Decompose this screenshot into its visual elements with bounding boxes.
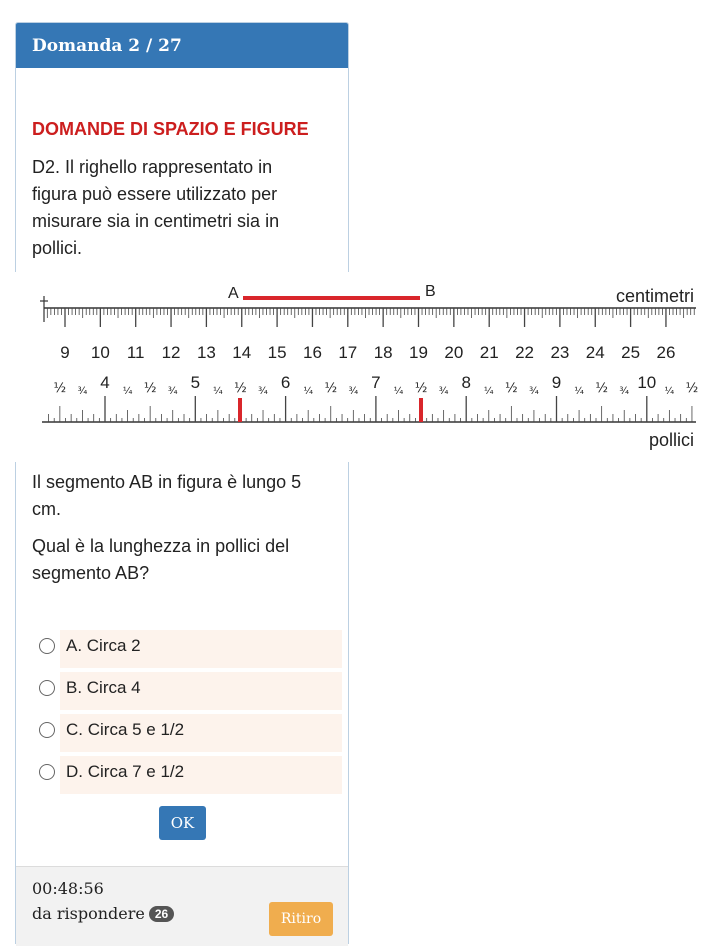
option-c-label: C. Circa 5 e 1/2 xyxy=(66,720,185,739)
fraction-label: ¾ xyxy=(167,386,178,397)
option-b-label: B. Circa 4 xyxy=(66,678,141,697)
segment-statement: Il segmento AB in figura è lungo 5 cm. xyxy=(32,472,302,519)
option-c[interactable] xyxy=(32,714,342,752)
fraction-label: ½ xyxy=(414,381,428,396)
fraction-label: ¼ xyxy=(213,386,223,397)
fraction-label: ¼ xyxy=(664,386,675,397)
fraction-label: ½ xyxy=(595,381,608,396)
fraction-label: ½ xyxy=(505,381,518,396)
cm-number: 22 xyxy=(515,343,535,362)
inches-label: pollici xyxy=(648,430,694,450)
cm-number: 21 xyxy=(479,343,499,362)
option-a-label: A. Circa 2 xyxy=(66,636,141,655)
fraction-label: ¾ xyxy=(348,386,359,397)
pending-count-badge: 26 xyxy=(149,906,174,922)
fraction-label: ¾ xyxy=(438,386,449,397)
centimeters-label: centimetri xyxy=(615,286,694,306)
pending-status xyxy=(32,904,174,923)
withdraw-button[interactable]: Ritiro xyxy=(269,902,333,936)
cm-number: 19 xyxy=(409,343,428,362)
radio-button-c[interactable] xyxy=(39,722,55,738)
radio-button-a[interactable] xyxy=(39,638,55,654)
point-a-label: A xyxy=(228,285,239,302)
fraction-label: ¼ xyxy=(483,386,494,397)
quiz-footer xyxy=(16,866,348,946)
question-prompt: Qual è la lunghezza in pollici del segmento AB? xyxy=(32,536,290,583)
pending-label: da rispondere xyxy=(32,904,145,923)
ruler-figure xyxy=(0,272,720,462)
fraction-label: ½ xyxy=(234,381,247,396)
cm-number: 26 xyxy=(656,343,676,362)
inch-number: 6 xyxy=(280,373,291,392)
cm-number: 25 xyxy=(621,343,641,362)
cm-number: 24 xyxy=(585,343,605,362)
fraction-label: ½ xyxy=(143,381,157,396)
cm-number: 12 xyxy=(161,343,181,362)
cm-number: 16 xyxy=(302,343,322,362)
cm-number: 14 xyxy=(232,343,252,362)
cm-number: 17 xyxy=(338,343,358,362)
question-intro: D2. Il righello rappresentato in figura può essere utilizzato per misurare sia in centimetri sia in pollici. xyxy=(32,157,280,258)
fraction-label: ¼ xyxy=(122,386,133,397)
inch-number: 8 xyxy=(461,373,471,392)
inch-number: 5 xyxy=(190,373,201,392)
section-title: DOMANDE DI SPAZIO E FIGURE xyxy=(32,119,309,139)
cm-number: 15 xyxy=(267,343,287,362)
fraction-label: ¾ xyxy=(619,386,630,397)
cm-number: 18 xyxy=(373,343,393,362)
fraction-label: ¼ xyxy=(574,386,584,397)
cm-number: 13 xyxy=(196,343,216,362)
inch-number: 4 xyxy=(100,373,110,392)
point-b-label: B xyxy=(425,283,436,300)
question-counter: Domanda 2 / 27 xyxy=(32,36,182,56)
fraction-label: ¼ xyxy=(393,386,404,397)
timer: 00:48:56 xyxy=(32,879,104,898)
radio-button-b[interactable] xyxy=(39,680,55,696)
ok-button[interactable]: OK xyxy=(159,806,206,840)
cm-number: 23 xyxy=(550,343,570,362)
ruler-diagram xyxy=(0,272,720,462)
answer-options xyxy=(32,630,342,798)
panel-header xyxy=(16,23,348,68)
fraction-label: ½ xyxy=(324,381,338,396)
cm-number: 11 xyxy=(126,343,145,362)
option-d[interactable] xyxy=(32,756,342,794)
cm-number: 9 xyxy=(60,343,70,362)
option-d-label: D. Circa 7 e 1/2 xyxy=(66,762,185,781)
fraction-label: ¾ xyxy=(529,386,539,397)
cm-number: 20 xyxy=(444,343,464,362)
segment-endpoint-marker xyxy=(419,398,423,422)
option-a[interactable] xyxy=(32,630,342,668)
segment-endpoint-marker xyxy=(238,398,242,422)
fraction-label: ¾ xyxy=(258,386,268,397)
fraction-label: ½ xyxy=(53,381,67,396)
inch-number: 7 xyxy=(371,373,381,392)
fraction-label: ½ xyxy=(685,381,699,396)
fraction-label: ¾ xyxy=(77,386,88,397)
fraction-label: ¼ xyxy=(303,386,314,397)
option-b[interactable] xyxy=(32,672,342,710)
inch-number: 10 xyxy=(637,373,657,392)
radio-button-d[interactable] xyxy=(39,764,55,780)
inch-number: 9 xyxy=(551,373,562,392)
cm-number: 10 xyxy=(90,343,110,362)
